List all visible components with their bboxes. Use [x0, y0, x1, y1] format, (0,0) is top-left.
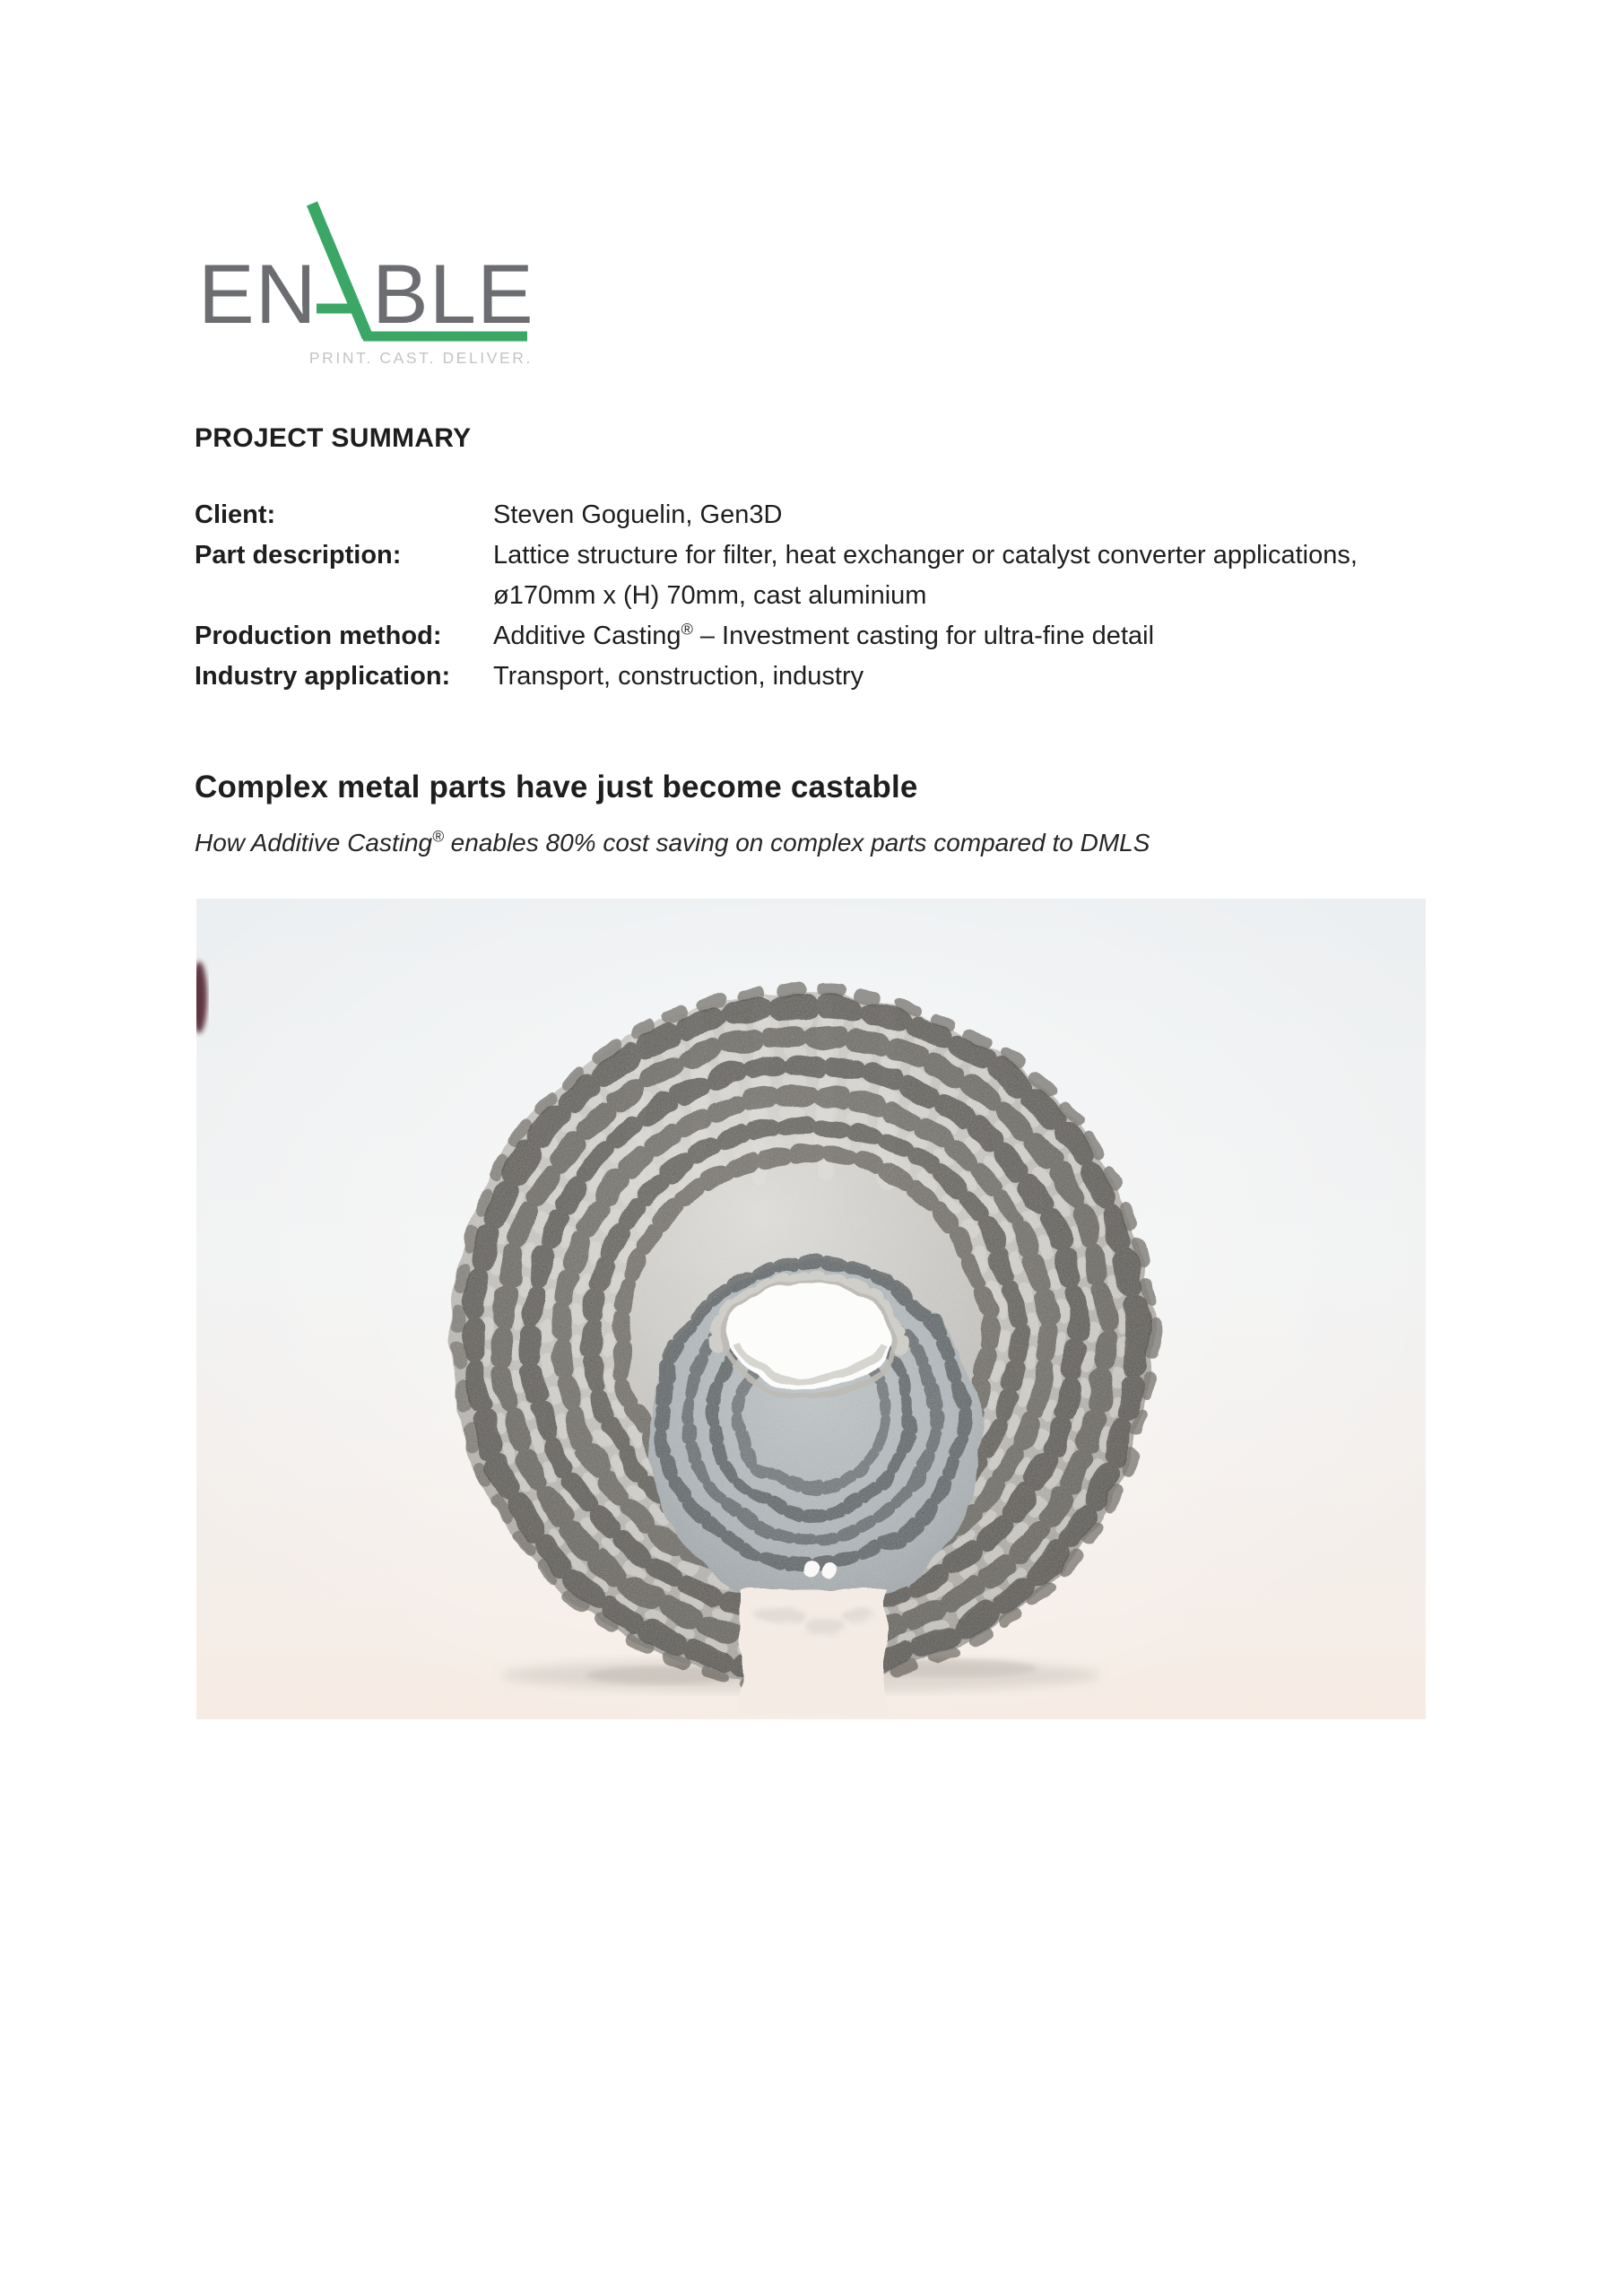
client-label: Client: — [195, 500, 276, 529]
table-row-industry-application — [195, 657, 1468, 697]
enable-logo — [193, 196, 569, 375]
client-value: Steven Goguelin, Gen3D — [493, 500, 783, 529]
center-hole — [726, 1283, 891, 1389]
logo-tagline: PRINT. CAST. DELIVER. — [308, 349, 533, 367]
table-row-client — [195, 495, 1468, 535]
part-description-line2: ø170mm x (H) 70mm, cast aluminium — [493, 581, 927, 610]
article-subheading — [195, 829, 1150, 857]
part-description-line1: Lattice structure for filter, heat exchanger or catalyst converter applications, — [493, 541, 1358, 570]
table-row-part-description — [195, 535, 1468, 616]
registered-trademark-symbol: ® — [432, 827, 444, 846]
project-summary-title: PROJECT SUMMARY — [195, 423, 472, 453]
spec-table — [195, 495, 1468, 697]
industry-application-label: Industry application: — [195, 662, 451, 691]
table-row-production-method — [195, 616, 1468, 657]
industry-application-value: Transport, construction, industry — [493, 662, 864, 691]
logo-text-start: EN — [198, 247, 317, 341]
logo-text-end: BLE — [372, 247, 534, 341]
product-photo — [196, 899, 1426, 1719]
product-photo-canvas — [196, 899, 1426, 1719]
production-method-suffix: – Investment casting for ultra-fine detail — [692, 622, 1155, 650]
production-method-prefix: Additive Casting — [493, 622, 681, 650]
production-method-value — [493, 616, 1154, 657]
part-description-value — [493, 535, 1358, 616]
logo-a-leg-stroke — [312, 204, 368, 337]
subheading-suffix: enables 80% cost saving on complex parts compared to DMLS — [443, 829, 1150, 857]
subheading-prefix: How Additive Casting — [195, 829, 433, 857]
bottom-notch — [740, 1590, 886, 1716]
article-heading: Complex metal parts have just become castable — [195, 770, 918, 804]
part-description-label: Part description: — [195, 541, 402, 570]
lattice-through-hole-right — [823, 1565, 838, 1579]
lattice-through-hole-left — [804, 1561, 820, 1578]
registered-trademark-symbol: ® — [681, 620, 693, 639]
production-method-label: Production method: — [195, 622, 442, 650]
